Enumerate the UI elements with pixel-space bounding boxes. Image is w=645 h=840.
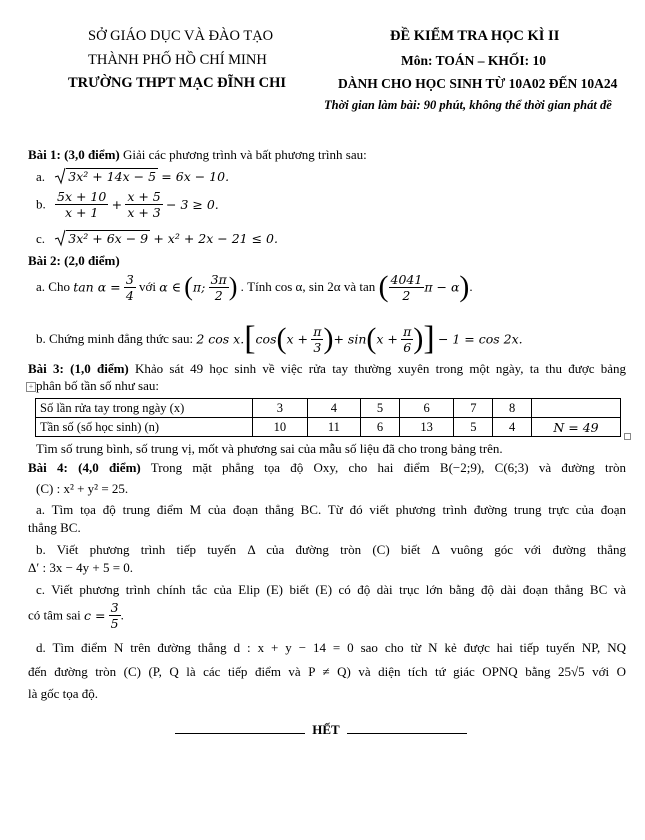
frequency-table: [35, 398, 621, 437]
table-resize-handle[interactable]: [624, 433, 631, 440]
x-cell: 8: [493, 399, 532, 418]
bai4-c2: có tâm sai c = $\frac{3}{5}$ .: [28, 600, 124, 631]
time-limit: Thời gian làm bài: 90 phút, không thể thời gian phát đề: [324, 98, 612, 112]
frac-3-4: $\frac{3}{4}$: [125, 271, 134, 303]
x-cell: 4: [307, 399, 360, 418]
frac-4041-2: $\frac{4041}{2}$: [390, 271, 423, 303]
x-cell: 5: [361, 399, 400, 418]
bai1-prompt: Giải các phương trình và bất phương trình sau:: [122, 147, 367, 162]
bai1-b-frac2: $\frac{x + 5}{x + 3}$: [127, 189, 161, 220]
bai1-a: [36, 167, 229, 189]
bai1-a-rhs: = 6x − 10.: [161, 169, 230, 184]
bai4-d3: là gốc tọa độ.: [28, 686, 99, 701]
bai2-title: Bài 2: (2,0 điểm): [28, 253, 120, 268]
bai1-b: b. $\frac{5x + 10}{x + 1}$ + $\frac{x + 5}{x + 3}$ − 3 ≥ 0.: [36, 189, 219, 220]
bai1-points: (3,0 điểm): [64, 147, 120, 162]
row2-label: Tần số (số học sinh) (n): [36, 418, 253, 437]
bai3-question: Tìm số trung bình, số trung vị, mốt và phương sai của mẫu số liệu đã cho trong bảng trên.: [36, 441, 503, 456]
table-row: [36, 418, 621, 437]
end-rule-right: [347, 733, 467, 734]
city-name: THÀNH PHỐ HỒ CHÍ MINH: [88, 52, 267, 68]
end-text: HẾT: [312, 722, 340, 737]
target-classes: DÀNH CHO HỌC SINH TỪ 10A02 ĐẾN 10A24: [338, 76, 618, 91]
bai3-title: Bài 3:: [28, 361, 64, 376]
n-cell: 10: [253, 418, 308, 437]
x-cell: 7: [454, 399, 493, 418]
table-move-handle[interactable]: +: [26, 382, 36, 392]
bai1-b-frac1: $\frac{5x + 10}{x + 1}$: [57, 189, 107, 220]
n-cell: 5: [454, 418, 493, 437]
x-cell: 6: [399, 399, 454, 418]
bai1-b-label: b.: [36, 196, 46, 212]
bai1-heading: [28, 146, 626, 163]
n-cell: 6: [361, 418, 400, 437]
bai1-c: [36, 229, 278, 251]
total-cell: N = 49: [532, 418, 621, 437]
n-cell: 13: [399, 418, 454, 437]
bai4-intro2: (C) : x² + y² = 25.: [36, 481, 129, 496]
bai1-c-sqrt: 3x² + 6x − 9: [54, 229, 150, 247]
bai4-intro1-text: Trong mặt phẳng tọa độ Oxy, cho hai điểm B(−2;9), C(6;3) và đường tròn: [150, 460, 626, 475]
bai3-line2: phân bố tần số như sau:: [36, 378, 159, 393]
bai4-intro1: [28, 459, 626, 476]
n-cell: 4: [493, 418, 532, 437]
bai2-b: b. Chứng minh đẳng thức sau: 2 cos x.[cos(x + $\frac{\pi}{3}$ )+ sin(x + $\frac{\pi}{6}$ )] − 1 = cos 2x.: [36, 320, 523, 357]
frac-3-5: $\frac{3}{5}$: [110, 600, 119, 631]
radical-icon: [54, 229, 66, 247]
frac-pi-3: $\frac{\pi}{3}$: [313, 323, 322, 355]
bai4-d2: đến đường tròn (C) (P, Q là các tiếp điểm và P ≠ Q) và diện tích tứ giác OPNQ bằng 25√5 với O: [28, 664, 626, 679]
table-row: [36, 399, 621, 418]
bai2-b-text: b. Chứng minh đẳng thức sau:: [36, 331, 194, 346]
x-cell: 3: [253, 399, 308, 418]
empty-cell: [532, 399, 621, 418]
bai4-d1: d. Tìm điểm N trên đường thẳng d : x + y − 14 = 0 sao cho từ N kẻ được hai tiếp tuyến NP, NQ: [36, 640, 626, 655]
bai3-points: (1,0 điểm): [70, 361, 129, 376]
dept-name: SỞ GIÁO DỤC VÀ ĐÀO TẠO: [88, 28, 274, 44]
bai1-b-rhs: − 3 ≥ 0.: [166, 197, 219, 212]
bai4-a1: a. Tìm tọa độ trung điểm M của đoạn thẳng BC. Từ đó viết phương trình đường trung trực của đoạn: [36, 502, 626, 517]
bai4-c1: c. Viết phương trình chính tắc của Elip (E) biết (E) có độ dài trục lớn bằng độ dài đoạn thẳng BC và: [36, 582, 626, 597]
subject: Môn: TOÁN – KHỐI: 10: [401, 53, 547, 68]
bai3-line1-text: Khảo sát 49 học sinh về việc rửa tay thường xuyên trong một ngày, ta thu được bảng: [135, 361, 626, 376]
row1-label: Số lần rửa tay trong ngày (x): [36, 399, 253, 418]
bai2-a-text: a. Cho: [36, 279, 70, 294]
end-marker: [175, 722, 467, 738]
school-name: TRƯỜNG THPT MẠC ĐĨNH CHI: [68, 75, 287, 91]
bai2-a: a. Cho tan α = $\frac{3}{4}$ với α ∈ (π; $\frac{3\pi}{2}$ ) . Tính cos α, sin 2α và tan ( $\frac{4041}{2}$ π − α).: [36, 270, 473, 303]
bai4-a2: thẳng BC.: [28, 520, 81, 535]
radical-icon: [54, 167, 66, 185]
bai4-c2-pre: có tâm sai: [28, 607, 81, 623]
bai2-a-with: với: [139, 279, 157, 294]
bai1-a-label: a.: [36, 169, 46, 184]
bai1-a-sqrt: 3x² + 14x − 5: [54, 167, 158, 185]
bai4-b2: Δ′ : 3x − 4y + 5 = 0.: [28, 560, 134, 575]
frac-pi-6: $\frac{\pi}{6}$: [403, 323, 412, 355]
end-rule-left: [175, 733, 305, 734]
bai2-a-find: . Tính cos α, sin 2α và tan: [240, 279, 376, 294]
bai2-b-rhs: − 1 = cos 2x.: [437, 331, 523, 347]
bai4-b1: b. Viết phương trình tiếp tuyến Δ của đường tròn (C) biết Δ vuông góc với đường thẳng: [36, 542, 626, 557]
bai1-c-label: c.: [36, 231, 46, 246]
n-cell: 11: [307, 418, 360, 437]
bai3-line1: [28, 360, 626, 377]
interval: (: [184, 272, 193, 301]
frac-3pi-2: $\frac{3\pi}{2}$: [210, 271, 227, 303]
exam-title: ĐỀ KIỂM TRA HỌC KÌ II: [390, 28, 560, 44]
bai4-title: Bài 4:: [28, 460, 68, 475]
bai1-title: Bài 1:: [28, 147, 61, 162]
bai1-c-rhs: + x² + 2x − 21 ≤ 0.: [153, 231, 278, 246]
bai4-points: (4,0 điểm): [78, 460, 141, 475]
